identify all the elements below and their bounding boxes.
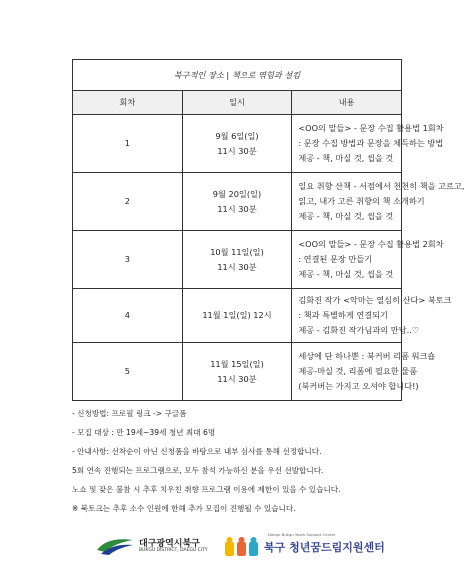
content-line: 제공 - 책, 마실 것, 씹을 것 bbox=[298, 211, 394, 221]
content-line: 제공 - 책, 마실 것, 씹을 것 bbox=[298, 269, 394, 279]
time-line: 11시 30분 bbox=[217, 261, 257, 272]
header-content: 내용 bbox=[292, 91, 402, 115]
time-line: 11시 30분 bbox=[217, 373, 257, 384]
content-line: 제공-마실 것, 리폼에 필요한 물품 bbox=[298, 366, 418, 376]
program-schedule bbox=[72, 59, 465, 401]
content-line: <OO의 말들> - 문장 수집 활용법 2회차 bbox=[298, 239, 444, 249]
table-row bbox=[73, 343, 402, 401]
date-line: 10월 11일(일) bbox=[210, 246, 264, 257]
content-line: : 문장 수집 방법과 문장을 체득하는 방법 bbox=[298, 138, 444, 148]
date-line: 11월 1일(일) 12시 bbox=[202, 310, 272, 320]
youth-center-english-name: Daegu Bukgu Youth Support Center bbox=[268, 532, 336, 537]
session-date bbox=[182, 289, 292, 343]
content-line: 제공 - 책, 마실 것, 씹을 것 bbox=[298, 153, 394, 163]
bukgu-english-name: BUKGU DISTRICT, DAEGU CITY bbox=[139, 548, 208, 553]
content-line: 제공 - 김화진 작가님과의 만남..♡ bbox=[298, 325, 420, 335]
date-line: 9월 6일(일) bbox=[215, 130, 259, 141]
content-line: 일요 취향 산책 - 서점에서 천천히 책을 고르고, bbox=[298, 181, 465, 191]
content-line: 읽고, 내가 고른 취향의 책 소개하기 bbox=[298, 196, 425, 206]
header-round: 회차 bbox=[73, 91, 183, 115]
note-eligibility: - 모집 대상 : 만 19세~39세 청년 최대 6명 bbox=[72, 428, 216, 437]
content-line: 김화진 작가 <악마는 열심히 산다> 북토크 bbox=[298, 295, 452, 305]
session-date bbox=[182, 115, 292, 173]
notes-section bbox=[72, 404, 402, 518]
table-row bbox=[73, 115, 402, 173]
note-selection: - 안내사항: 선착순이 아닌 신청폼을 바탕으로 내부 심사를 통해 선정합니다. bbox=[72, 447, 322, 456]
table-row bbox=[73, 173, 402, 231]
time-line: 11시 30분 bbox=[217, 145, 257, 156]
session-date bbox=[182, 173, 292, 231]
header-date: 일시 bbox=[182, 91, 292, 115]
youth-center-logo-icon bbox=[224, 536, 260, 558]
note-no-show: 노쇼 및 잦은 불참 시 추후 치우친 취향 프로그램 이용에 제한이 있을 수 있습니다. bbox=[72, 485, 341, 494]
session-date bbox=[182, 231, 292, 289]
session-content bbox=[292, 173, 465, 231]
content-line: : 책과 특별하게 연결되기 bbox=[298, 310, 388, 320]
round-number: 2 bbox=[73, 173, 183, 231]
note-attendance: 5회 연속 진행되는 프로그램으로, 모두 참석 가능하신 분을 우선 선발합니다. bbox=[72, 466, 324, 475]
round-number: 3 bbox=[73, 231, 183, 289]
session-content bbox=[292, 289, 452, 343]
round-number: 1 bbox=[73, 115, 183, 173]
content-line: <OO의 말들> - 문장 수집 활용법 1회차 bbox=[298, 123, 444, 133]
table-row bbox=[73, 289, 402, 343]
date-line: 9월 20일(일) bbox=[212, 188, 262, 199]
round-number: 5 bbox=[73, 343, 183, 401]
table-row bbox=[73, 231, 402, 289]
time-line: 11시 30분 bbox=[217, 203, 257, 214]
note-apply-method: - 신청방법: 프로필 링크 -> 구글폼 bbox=[72, 409, 187, 418]
table-title: 북구적인 장소 | 책으로 엮힘과 설킴 bbox=[73, 60, 402, 91]
youth-center-name: 북구 청년꿈드림지원센터 bbox=[264, 541, 385, 554]
table-header-row bbox=[73, 91, 402, 115]
footer-logos bbox=[0, 527, 466, 567]
session-content bbox=[292, 231, 444, 289]
content-line: (북커버는 가지고 오셔야 합니다!) bbox=[298, 381, 419, 391]
bukgu-name: 대구광역시북구 bbox=[139, 539, 200, 549]
note-booktalk: ※ 북토크는 추후 소수 인원에 한해 추가 모집이 진행될 수 있습니다. bbox=[72, 504, 296, 513]
session-content bbox=[292, 115, 444, 173]
content-line: : 연결된 문장 만들기 bbox=[298, 254, 373, 264]
content-line: 세상에 단 하나뿐 : 북커버 리폼 워크숍 bbox=[298, 351, 436, 361]
date-line: 11월 15일(일) bbox=[210, 358, 264, 369]
bukgu-logo-icon bbox=[95, 534, 135, 556]
session-date bbox=[182, 343, 292, 401]
round-number: 4 bbox=[73, 289, 183, 343]
schedule-table bbox=[72, 59, 465, 401]
session-content bbox=[292, 343, 436, 401]
